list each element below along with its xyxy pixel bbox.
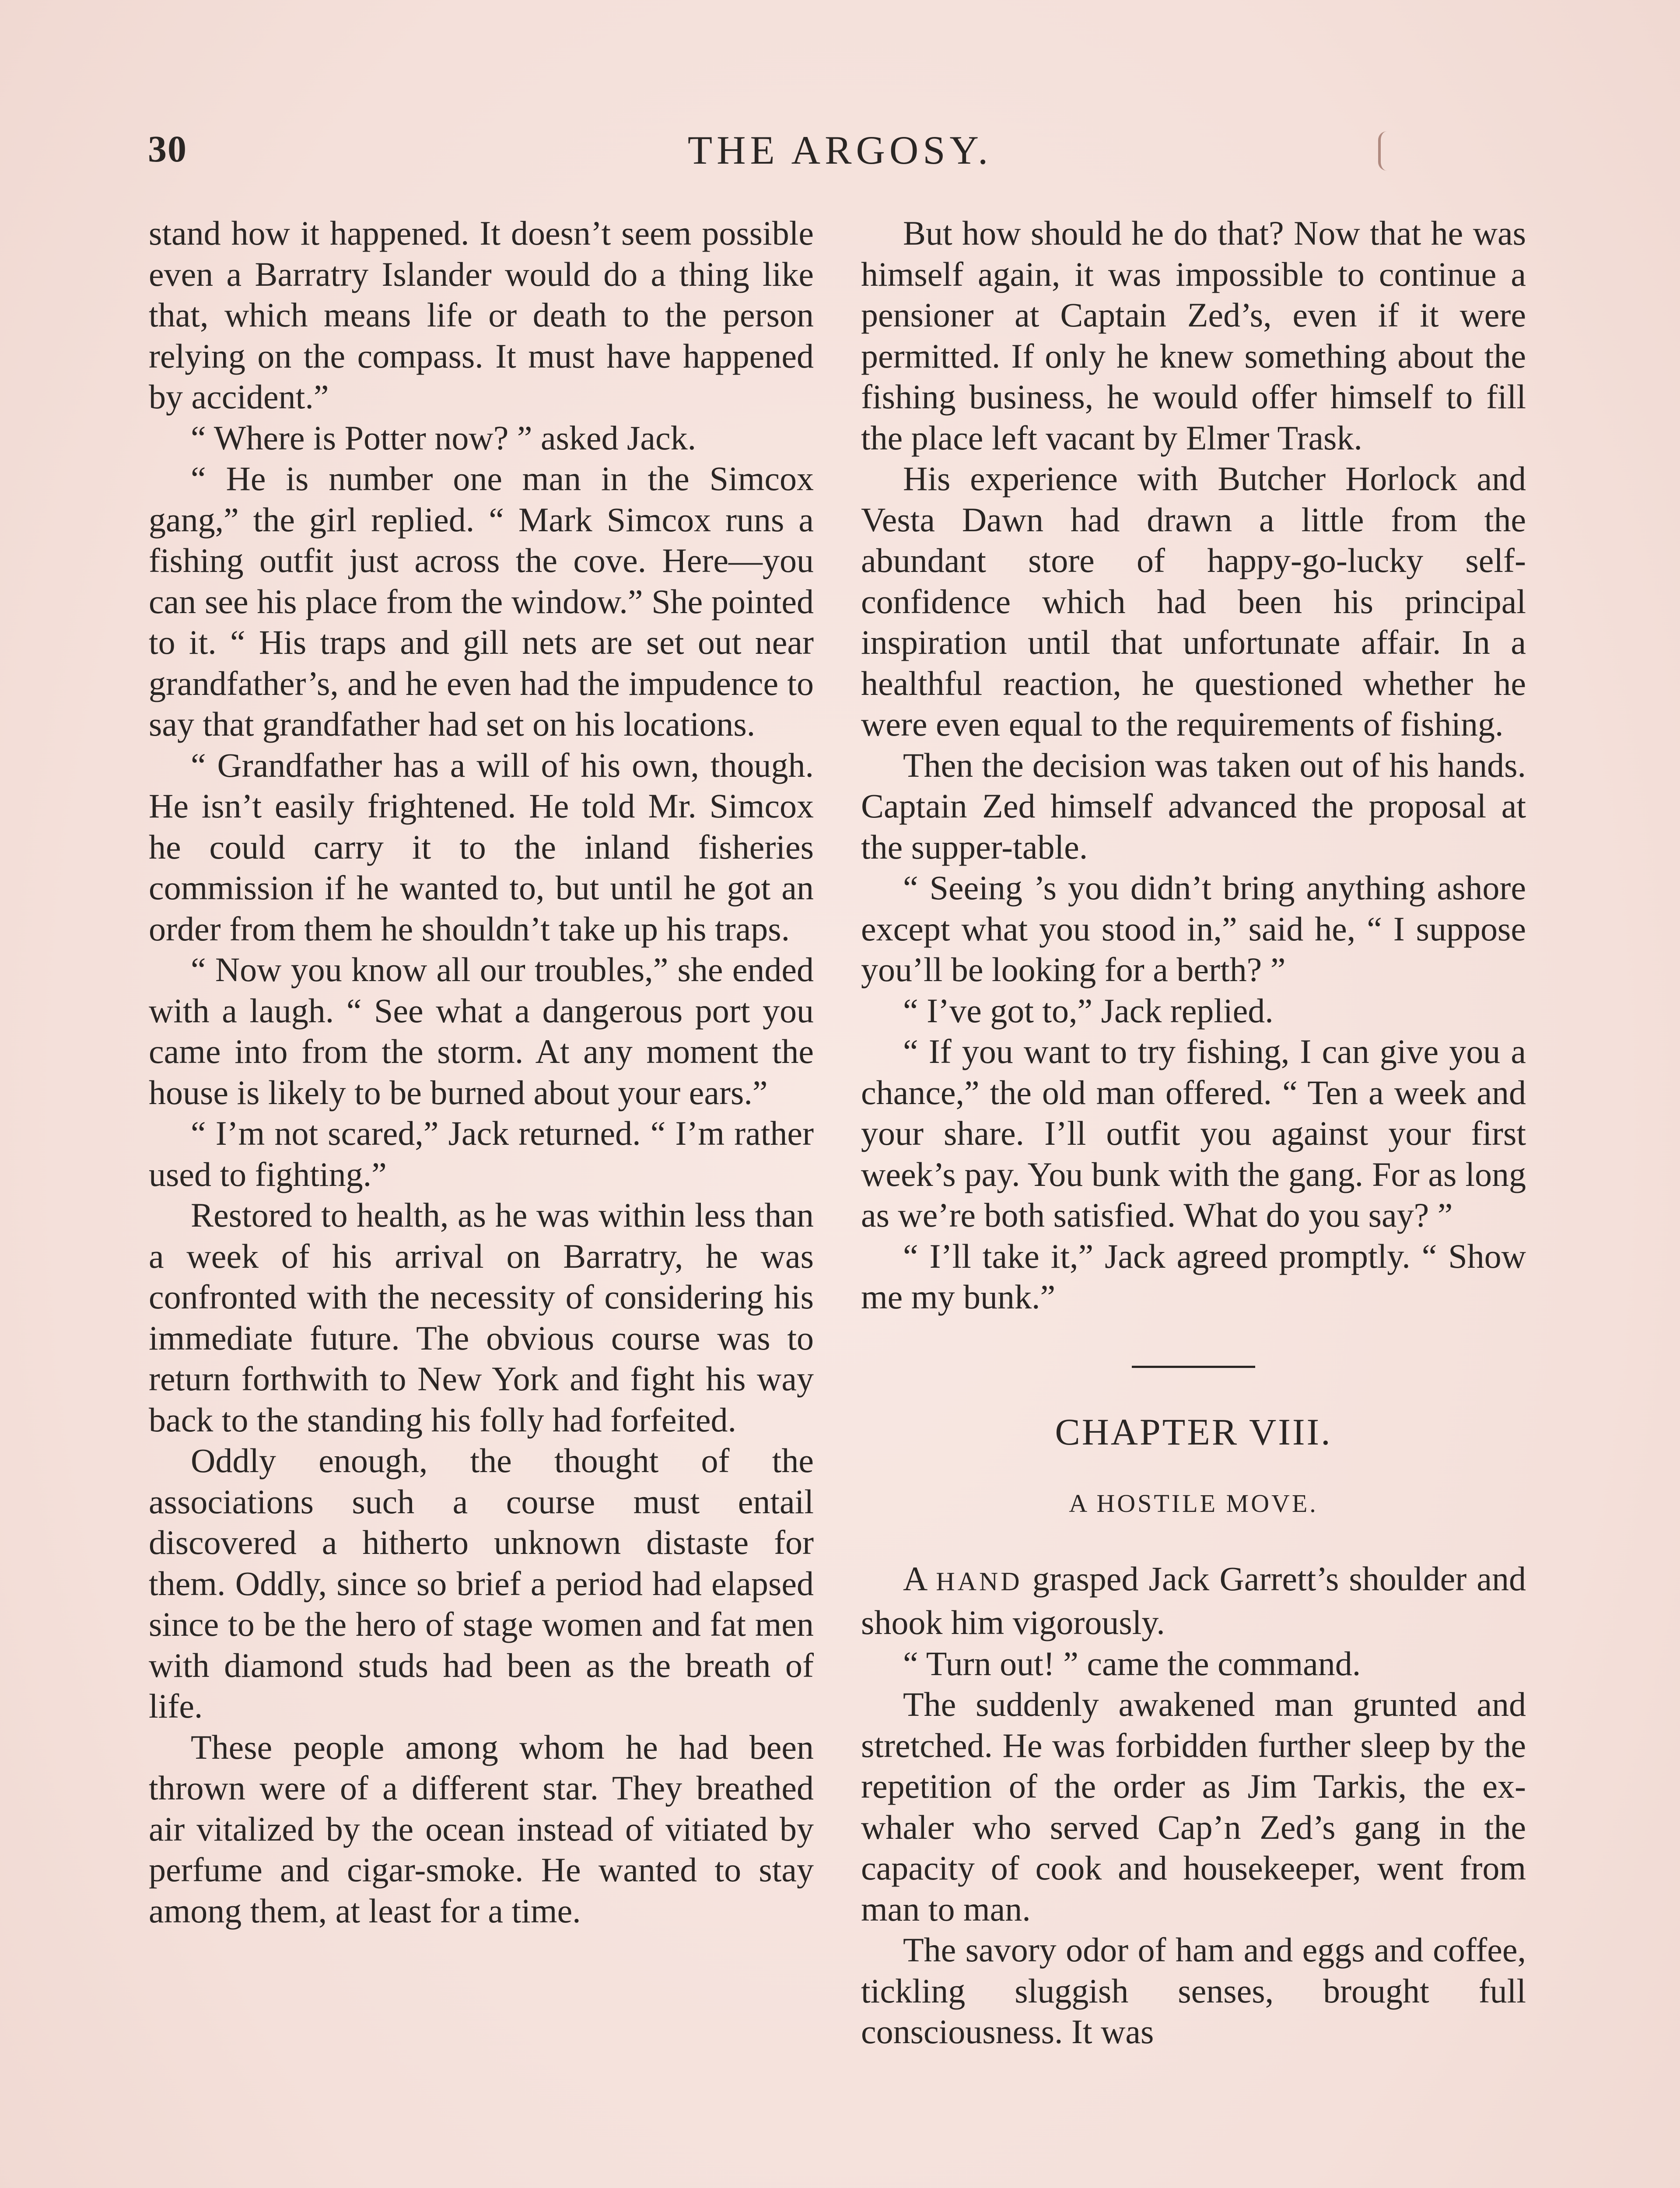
running-title: THE ARGOSY. xyxy=(687,128,993,172)
paragraph: Then the decision was taken out of his hands. Captain Zed himself advanced the proposal at the supper-table. xyxy=(861,746,1526,866)
paragraph: The suddenly awakened man grunted and stretched. He was forbidden further sleep by the repetition of the order as Jim Tarkis, the ex-whaler who served Cap’n Zed’s gang in the capacity of cook and housekeeper, went from man to man. xyxy=(861,1685,1526,1928)
chapter-title: CHAPTER VIII. xyxy=(1055,1410,1332,1453)
opening-word: A xyxy=(903,1559,926,1598)
right-column xyxy=(861,213,1526,2052)
chapter-subtitle: A HOSTILE MOVE. xyxy=(1069,1489,1318,1518)
paragraph: “ Where is Potter now? ” asked Jack. xyxy=(191,418,696,457)
paragraph: “ I’ve got to,” Jack replied. xyxy=(903,991,1274,1030)
paragraph: “ Seeing ’s you didn’t bring anything ashore except what you stood in,” said he, “ I suppose you’ll be looking for a berth? ” xyxy=(861,869,1526,989)
chapter-opening-paragraph xyxy=(861,1558,1526,1643)
paragraph: Oddly enough, the thought of the associations such a course must entail discovered a hitherto unknown distaste for them. Oddly, since so brief a period had elapsed since to be the hero of stage women and fat men with diamond studs had been as the breath of life. xyxy=(149,1441,814,1725)
paragraph: Restored to health, as he was within less than a week of his arrival on Barratry, he was confronted with the necessity of considering his immediate future. The obvious course was to return forthwith to New York and fight his way back to the standing his folly had forfeited. xyxy=(149,1196,814,1439)
paragraph: “ I’m not scared,” Jack returned. “ I’m rather used to fighting.” xyxy=(149,1114,814,1193)
opening-text: grasped Jack Garrett’s shoulder and shook him vigorously. xyxy=(861,1559,1526,1641)
paragraph: “ Grandfather has a will of his own, though. He isn’t easily frightened. He told Mr. Simcox he could carry it to the inland fisheries commission if he wanted to, but until he got an order from them he shouldn’t take up his traps. xyxy=(149,746,814,948)
paragraph: His experience with Butcher Horlock and Vesta Dawn had drawn a little from the abundant store of happy-go-lucky self-confidence which had been his principal inspiration until that unfortunate affair. In a healthful reaction, he questioned whether he were even equal to the requirements of fishing. xyxy=(861,459,1526,743)
section-divider xyxy=(1132,1366,1255,1368)
page-number: 30 xyxy=(148,128,187,170)
paragraph: These people among whom he had been thrown were of a different star. They breathed air vitalized by the ocean instead of vitiated by perfume and cigar-smoke. He wanted to stay among them, at least for a time. xyxy=(149,1728,814,1930)
paragraph: stand how it happened. It doesn’t seem possible even a Barratry Islander would do a thing like that, which means life or death to the person relying on the compass. It must have happened by accident.” xyxy=(149,214,814,416)
paragraph: “ I’ll take it,” Jack agreed promptly. “ Show me my bunk.” xyxy=(861,1237,1526,1316)
paragraph: “ Turn out! ” came the command. xyxy=(903,1644,1361,1683)
paragraph: “ He is number one man in the Simcox gang,” the girl replied. “ Mark Simcox runs a fishing outfit just across the cove. Here—you can see his place from the window.” She pointed to it. “ His traps and gill nets are set out near grandfather’s, and he even had the impudence to say that grandfather had set on his locations. xyxy=(149,459,814,743)
paragraph: But how should he do that? Now that he was himself again, it was impossible to continue a pensioner at Captain Zed’s, even if it were permitted. If only he knew something about the fishing business, he would offer himself to fill the place left vacant by Elmer Trask. xyxy=(861,214,1526,457)
paragraph: “ If you want to try fishing, I can give you a chance,” the old man offered. “ Ten a week and your share. I’ll outfit you against your first week’s pay. You bunk with the gang. For as long as we’re both satisfied. What do you say? ” xyxy=(861,1032,1526,1234)
paragraph: The savory odor of ham and eggs and coffee, tickling sluggish senses, brought full consciousness. It was xyxy=(861,1931,1526,2051)
paragraph: “ Now you know all our troubles,” she ended with a laugh. “ See what a dangerous port you came into from the storm. At any moment the house is likely to be burned about your ears.” xyxy=(149,950,814,1112)
pencil-mark xyxy=(1378,131,1387,171)
opening-smallcaps-word: HAND xyxy=(936,1567,1022,1596)
left-column xyxy=(149,213,814,1931)
